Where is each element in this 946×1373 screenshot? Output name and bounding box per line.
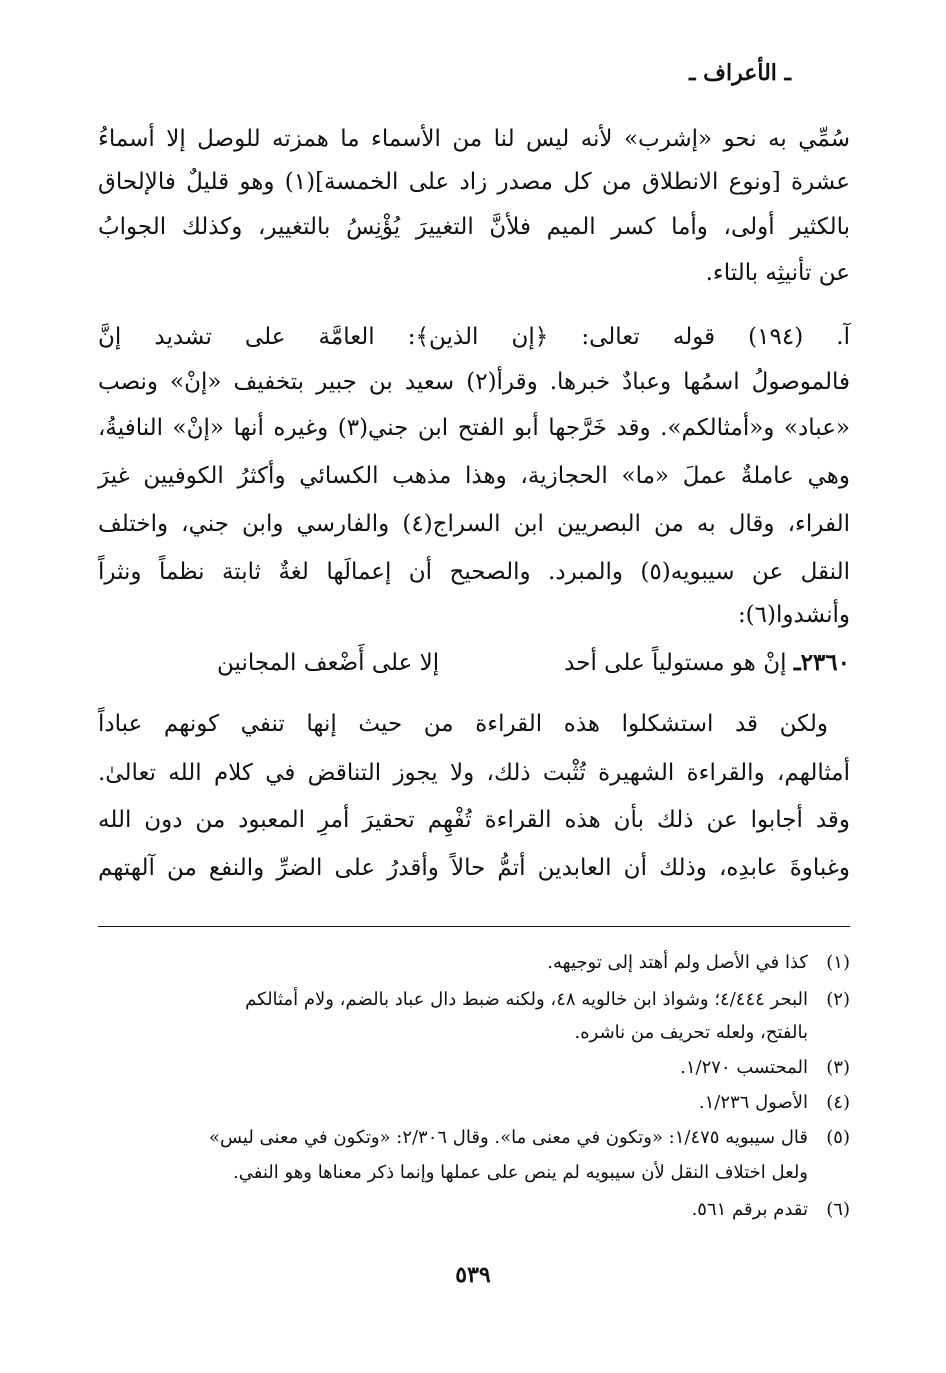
- verse-hemistich: إنْ هو مستولياً على أحد: [564, 650, 787, 676]
- footnote-separator: [98, 926, 850, 927]
- body-line: فالموصولُ اسمُها وعبادٌ خبرها. وقرأ(٢) سعيد بن جبير بتخفيف «إنْ» ونصب: [98, 369, 850, 395]
- body-line: وقد أجابوا عن ذلك بأن هذه القراءة تُفْهِم تحقيرَ أمرِ المعبود من دون الله: [98, 807, 850, 833]
- footnote: (٣)المحتسب ١/٢٧٠.: [680, 1057, 850, 1078]
- verse-line: [98, 648, 850, 678]
- body-line: الفراء، وقال به من البصريين ابن السراج(٤) والفارسي وابن جني، واختلف: [98, 511, 850, 537]
- footnote: (٤)الأصول ١/٢٣٦.: [698, 1092, 850, 1113]
- footnote-continuation: بالفتح، ولعله تحريف من ناشره.: [574, 1022, 808, 1043]
- footnote-continuation: ولعل اختلاف النقل لأن سيبويه لم ينص على عملها وإنما ذكر معناها وهو النفي.: [233, 1162, 808, 1183]
- body-line: وهي عاملةٌ عملَ «ما» الحجازية، وهذا مذهب الكسائي وأكثرُ الكوفيين غيرَ: [98, 463, 850, 489]
- body-line: ولكن قد استشكلوا هذه القراءة من حيث إنها تنفي كونهم عباداً: [98, 711, 828, 737]
- body-line: عن تأنيثِه بالتاء.: [705, 260, 850, 286]
- footnote: (٢)البحر ٤/٤٤٤؛ وشواذ ابن خالويه ٤٨، ولكنه ضبط دال عباد بالضم، ولام أمثالكم: [245, 989, 850, 1010]
- verse-hemistich: إلا على أَضْعف المجانين: [217, 650, 440, 676]
- footnote: (٦)تقدم برقم ٥٦١.: [691, 1199, 850, 1220]
- body-line: «عباد» و«أمثالكم». وقد خَرَّجها أبو الفتح ابن جني(٣) وغيره أنها «إنْ» النافيةُ،: [98, 415, 850, 441]
- body-line: سُمِّي به نحو «إشرب» لأنه ليس لنا من الأسماء ما همزته للوصل إلا أسماءُ: [98, 126, 850, 152]
- body-line: وأنشدوا(٦):: [737, 602, 850, 628]
- body-line: بالكثير أولى، وأما كسر الميم فلأنَّ التغييرَ يُؤْنِسُ بالتغيير، وكذلك الجوابُ: [98, 214, 850, 240]
- footnote: (١)كذا في الأصل ولم أهتد إلى توجيهه.: [547, 952, 850, 973]
- body-line: وغباوةَ عابدِه، وذلك أن العابدين أتمُّ حالاً وأقدرُ على الضرِّ والنفع من آلهتهم: [98, 855, 850, 881]
- body-line: النقل عن سيبويه(٥) والمبرد. والصحيح أن إعمالَها لغةٌ ثابتة نظماً ونثراً: [98, 559, 850, 585]
- verse-number: ٢٣٦٠ـ: [793, 649, 850, 676]
- body-line: آ. (١٩٤) قوله تعالى: ﴿إن الذين﴾: العامَّة على تشديد إنَّ: [98, 324, 850, 350]
- footnote: (٥)قال سيبويه ١/٤٧٥: «وتكون في معنى ما». وقال ٢/٣٠٦: «وتكون في معنى ليس»: [208, 1127, 850, 1148]
- page-number: ٥٣٩: [455, 1262, 491, 1288]
- body-line: عشرة [ونوع الانطلاق من كل مصدر زاد على الخمسة](١) وهو قليلٌ فالإلحاق: [98, 169, 850, 195]
- body-line: أمثالهم، والقراءة الشهيرة تُثْبت ذلك، ولا يجوز التناقض في كلام الله تعالىٰ.: [98, 760, 850, 786]
- running-header: ـ الأعراف ـ: [689, 60, 791, 86]
